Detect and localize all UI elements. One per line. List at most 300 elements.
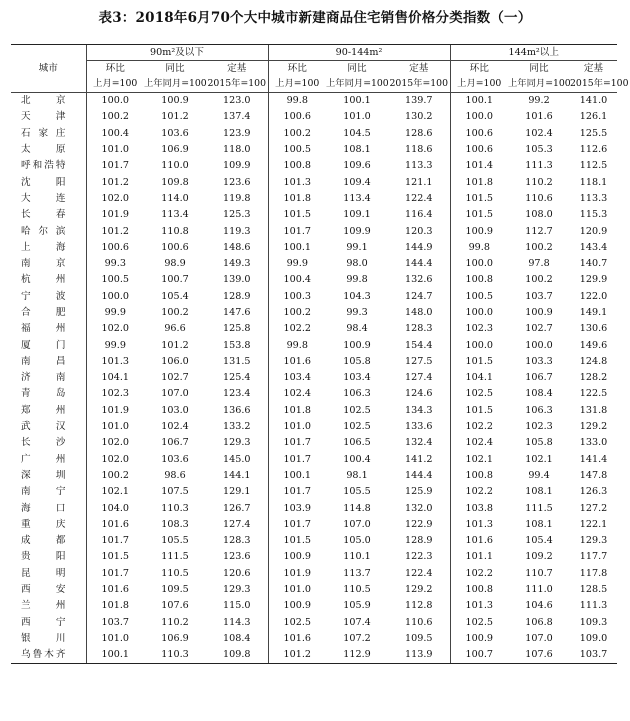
city-name: 北京 [21, 95, 66, 107]
index-value-mom: 100.4 [86, 125, 144, 141]
table-row [11, 353, 617, 369]
index-value-base: 115.3 [579, 209, 608, 221]
table-row [11, 581, 617, 597]
index-value-base: 128.9 [405, 535, 433, 547]
index-value-mom: 102.2 [450, 565, 508, 581]
index-value-yoy: 98.0 [346, 258, 368, 270]
index-value-mom: 100.0 [86, 288, 144, 304]
table-row [11, 598, 617, 614]
index-value-mom: 101.5 [450, 190, 508, 206]
index-value-yoy: 102.7 [525, 323, 553, 335]
index-value-mom: 100.0 [450, 109, 508, 125]
index-value-yoy: 106.7 [161, 437, 189, 449]
city-name: 成都 [21, 535, 66, 547]
index-value-base: 111.3 [579, 600, 608, 612]
group-header-large: 144m²以上 [450, 45, 617, 61]
index-value-yoy: 100.1 [343, 95, 371, 107]
city-name: 哈尔滨 [21, 225, 66, 237]
index-value-base: 125.8 [223, 323, 251, 335]
city-name: 武汉 [21, 421, 66, 433]
index-value-mom: 102.1 [450, 451, 508, 467]
table-row [11, 190, 617, 206]
table-row [11, 288, 617, 304]
city-name: 沈阳 [21, 176, 66, 188]
index-value-base: 122.9 [405, 518, 433, 530]
index-value-yoy: 110.2 [161, 616, 189, 628]
index-value-yoy: 103.3 [525, 355, 553, 367]
index-value-mom: 101.5 [450, 402, 508, 418]
index-value-mom: 101.0 [268, 581, 326, 597]
index-value-yoy: 106.9 [161, 144, 189, 156]
index-value-yoy: 105.4 [525, 535, 553, 547]
table-row [11, 647, 617, 664]
index-value-mom: 101.6 [268, 630, 326, 646]
index-value-mom: 102.5 [450, 614, 508, 630]
index-value-base: 113.3 [579, 192, 608, 204]
index-value-mom: 101.4 [450, 158, 508, 174]
index-value-yoy: 111.5 [525, 502, 553, 514]
index-value-mom: 100.1 [450, 92, 508, 109]
index-value-mom: 101.0 [268, 418, 326, 434]
table-body [11, 92, 617, 663]
index-value-mom: 101.6 [86, 516, 144, 532]
index-value-mom: 103.4 [268, 370, 326, 386]
index-value-mom: 101.0 [86, 141, 144, 157]
table-row [11, 549, 617, 565]
index-value-base: 124.6 [405, 388, 433, 400]
sub-header-yoy: 同比 [347, 63, 367, 74]
index-value-mom: 100.8 [268, 158, 326, 174]
table-row [11, 418, 617, 434]
index-value-base: 129.3 [223, 584, 251, 596]
index-value-base: 122.0 [579, 290, 608, 302]
index-value-base: 108.4 [223, 632, 251, 644]
index-value-yoy: 107.2 [343, 632, 371, 644]
index-value-mom: 100.9 [268, 598, 326, 614]
index-value-yoy: 106.5 [343, 437, 371, 449]
index-value-mom: 103.9 [268, 500, 326, 516]
index-value-mom: 102.4 [268, 386, 326, 402]
index-value-yoy: 110.0 [161, 160, 189, 172]
index-value-yoy: 103.6 [161, 453, 189, 465]
index-value-base: 127.2 [579, 502, 608, 514]
index-value-mom: 100.6 [268, 109, 326, 125]
index-value-base: 123.0 [223, 95, 251, 107]
city-name: 呼和浩特 [21, 160, 66, 172]
index-value-yoy: 100.6 [161, 241, 189, 253]
city-name: 天津 [21, 111, 66, 123]
table-row [11, 272, 617, 288]
index-value-base: 140.7 [579, 258, 608, 270]
group-header-small: 90m²及以下 [86, 45, 268, 61]
index-value-base: 131.8 [579, 404, 608, 416]
index-value-mom: 101.5 [268, 207, 326, 223]
index-value-base: 149.3 [223, 258, 251, 270]
table-row [11, 500, 617, 516]
index-value-yoy: 110.7 [525, 567, 553, 579]
index-value-mom: 101.3 [450, 516, 508, 532]
city-name: 西宁 [21, 616, 66, 628]
index-value-yoy: 114.8 [343, 502, 371, 514]
sub-header-mom: 环比 [450, 61, 508, 77]
index-value-yoy: 100.9 [343, 339, 371, 351]
index-value-mom: 101.9 [86, 402, 144, 418]
city-name: 银川 [21, 632, 66, 644]
index-value-mom: 102.0 [86, 190, 144, 206]
index-value-yoy: 108.1 [525, 486, 553, 498]
index-value-mom: 103.7 [86, 614, 144, 630]
index-value-base: 129.3 [579, 535, 608, 547]
index-value-base: 128.9 [223, 290, 251, 302]
city-name: 南京 [21, 258, 66, 270]
index-value-base: 109.0 [579, 632, 608, 644]
index-value-base: 147.8 [579, 469, 608, 481]
index-value-base: 122.4 [405, 567, 433, 579]
index-value-yoy: 99.2 [528, 95, 550, 107]
city-name: 福州 [21, 323, 66, 335]
sub-header-yoy: 同比 [165, 63, 185, 74]
index-value-base: 130.2 [405, 111, 433, 123]
index-value-mom: 101.8 [268, 402, 326, 418]
index-value-yoy: 101.2 [161, 339, 189, 351]
index-value-base: 129.1 [223, 486, 251, 498]
index-value-yoy: 109.2 [525, 551, 553, 563]
index-value-base: 149.1 [579, 307, 608, 318]
index-value-yoy: 109.8 [161, 176, 189, 188]
index-value-mom: 101.5 [268, 533, 326, 549]
unit-header-base: 2015年=100 [206, 76, 268, 92]
index-value-yoy: 97.8 [528, 258, 550, 270]
index-value-base: 120.3 [405, 225, 433, 237]
index-value-yoy: 101.2 [161, 111, 189, 123]
table-row [11, 158, 617, 174]
index-value-mom: 101.9 [268, 565, 326, 581]
index-value-base: 110.6 [405, 616, 433, 628]
index-value-base: 124.7 [405, 290, 433, 302]
index-value-yoy: 112.9 [326, 647, 388, 664]
city-name: 厦门 [21, 339, 66, 351]
table-row [11, 304, 617, 320]
index-value-base: 125.5 [579, 127, 608, 139]
sub-header-base: 定基 [583, 63, 604, 74]
table-row [11, 516, 617, 532]
index-value-base: 144.4 [405, 258, 433, 270]
index-value-base: 112.8 [405, 600, 433, 612]
index-value-base: 119.3 [223, 225, 251, 237]
table-row [11, 386, 617, 402]
index-value-base: 129.3 [223, 437, 251, 449]
index-value-yoy: 113.4 [343, 192, 371, 204]
index-value-mom: 100.8 [450, 467, 508, 483]
index-value-base: 125.3 [223, 209, 251, 221]
index-value-mom: 100.6 [450, 141, 508, 157]
index-value-base: 128.3 [405, 323, 433, 335]
index-value-yoy: 105.5 [161, 535, 189, 547]
index-value-mom: 102.0 [86, 451, 144, 467]
index-value-yoy: 100.2 [525, 274, 553, 286]
index-value-mom: 101.7 [268, 435, 326, 451]
index-value-yoy: 105.0 [343, 535, 371, 547]
index-value-base: 141.0 [579, 95, 608, 107]
index-value-yoy: 110.8 [161, 225, 189, 237]
table-title: 表3：2018年6月70个大中城市新建商品住宅销售价格分类指数（一） [98, 10, 532, 26]
index-value-mom: 100.1 [86, 647, 144, 664]
index-value-mom: 101.8 [268, 190, 326, 206]
index-value-yoy: 106.3 [525, 404, 553, 416]
index-value-mom: 100.1 [268, 239, 326, 255]
index-value-base: 118.1 [579, 176, 608, 188]
index-value-base: 125.9 [405, 486, 433, 498]
table-row [11, 207, 617, 223]
index-value-mom: 100.4 [268, 272, 326, 288]
index-value-mom: 104.1 [86, 370, 144, 386]
index-value-yoy: 102.7 [161, 372, 189, 384]
table-row [11, 174, 617, 190]
sub-header-mom: 环比 [268, 61, 326, 77]
index-value-yoy: 107.6 [161, 600, 189, 612]
index-value-yoy: 102.4 [161, 421, 189, 433]
city-name: 深圳 [21, 469, 66, 481]
table-row [11, 337, 617, 353]
index-value-base: 137.4 [223, 111, 251, 123]
index-value-base: 125.4 [223, 372, 251, 384]
index-value-yoy: 109.5 [161, 584, 189, 596]
index-value-yoy: 98.6 [164, 469, 186, 481]
sub-header-base: 定基 [409, 63, 429, 74]
index-value-base: 144.9 [405, 241, 433, 253]
index-value-yoy: 110.3 [161, 502, 189, 514]
table-row [11, 321, 617, 337]
index-value-yoy: 110.5 [161, 567, 189, 579]
index-value-yoy: 100.2 [161, 307, 189, 318]
index-value-mom: 102.0 [86, 321, 144, 337]
index-value-base: 122.3 [405, 551, 433, 563]
index-value-base: 112.5 [579, 160, 608, 172]
index-value-base: 123.6 [223, 551, 251, 563]
index-value-base: 129.9 [579, 274, 608, 286]
index-value-yoy: 110.5 [343, 584, 371, 596]
index-value-yoy: 98.1 [346, 469, 368, 481]
index-value-mom: 100.2 [268, 304, 326, 320]
index-value-base: 120.9 [579, 225, 608, 237]
index-value-yoy: 105.4 [161, 290, 189, 302]
index-value-mom: 100.2 [268, 125, 326, 141]
index-value-yoy: 110.1 [343, 551, 371, 563]
index-value-mom: 100.9 [268, 549, 326, 565]
index-value-mom: 101.2 [268, 647, 326, 664]
index-value-mom: 100.7 [450, 647, 508, 664]
index-value-base: 149.6 [579, 339, 608, 351]
index-value-base: 117.8 [579, 567, 608, 579]
index-value-mom: 99.8 [450, 239, 508, 255]
index-value-base: 126.7 [223, 502, 251, 514]
index-value-yoy: 113.4 [161, 209, 189, 221]
index-value-yoy: 103.0 [161, 404, 189, 416]
index-value-yoy: 105.5 [343, 486, 371, 498]
unit-header-yoy: 上年同月=100 [326, 76, 388, 92]
index-value-yoy: 99.1 [346, 241, 368, 253]
index-value-mom: 100.2 [86, 467, 144, 483]
index-value-mom: 101.7 [86, 565, 144, 581]
index-value-yoy: 98.4 [346, 323, 368, 335]
unit-header-yoy: 上年同月=100 [144, 76, 206, 92]
index-value-mom: 99.9 [86, 304, 144, 320]
index-value-yoy: 107.0 [343, 518, 371, 530]
index-value-yoy: 100.9 [161, 95, 189, 107]
index-value-base: 113.3 [405, 160, 433, 172]
index-value-yoy: 102.3 [525, 421, 553, 433]
city-name: 宁波 [21, 290, 66, 302]
index-value-mom: 101.6 [450, 533, 508, 549]
index-value-base: 134.3 [405, 404, 433, 416]
index-value-yoy: 110.6 [525, 192, 553, 204]
city-name: 南昌 [21, 355, 66, 367]
index-value-base: 109.8 [206, 647, 268, 664]
index-value-mom: 101.7 [86, 533, 144, 549]
index-value-base: 124.8 [579, 355, 608, 367]
index-value-base: 127.5 [405, 355, 433, 367]
city-name: 兰州 [21, 600, 66, 612]
index-value-yoy: 102.5 [343, 421, 371, 433]
index-value-mom: 102.3 [86, 386, 144, 402]
index-value-base: 118.6 [405, 144, 433, 156]
index-value-base: 127.4 [405, 372, 433, 384]
city-name: 太原 [21, 144, 66, 156]
index-value-yoy: 109.6 [343, 160, 371, 172]
city-name: 合肥 [21, 307, 66, 318]
index-value-yoy: 108.4 [525, 388, 553, 400]
index-value-base: 131.5 [223, 355, 251, 367]
index-value-yoy: 105.3 [525, 144, 553, 156]
index-value-yoy: 107.6 [508, 647, 570, 664]
index-value-base: 119.8 [223, 192, 251, 204]
index-value-yoy: 100.9 [525, 307, 553, 318]
index-value-mom: 101.5 [450, 207, 508, 223]
index-value-base: 112.6 [579, 144, 608, 156]
unit-header-base: 2015年=100 [570, 76, 617, 92]
index-value-yoy: 108.1 [525, 518, 553, 530]
index-value-mom: 99.8 [268, 337, 326, 353]
index-value-mom: 101.3 [450, 598, 508, 614]
city-name: 石家庄 [21, 127, 66, 139]
table-row [11, 92, 617, 109]
price-index-table [11, 44, 629, 664]
index-value-yoy: 105.9 [343, 600, 371, 612]
index-value-yoy: 109.1 [343, 209, 371, 221]
index-value-mom: 102.5 [268, 614, 326, 630]
index-value-mom: 104.0 [86, 500, 144, 516]
index-value-mom: 101.8 [450, 174, 508, 190]
index-value-yoy: 102.5 [343, 404, 371, 416]
index-value-mom: 101.7 [268, 223, 326, 239]
index-value-mom: 100.6 [86, 239, 144, 255]
index-value-mom: 100.0 [450, 255, 508, 271]
index-value-base: 128.2 [579, 372, 608, 384]
index-value-yoy: 100.7 [161, 274, 189, 286]
index-value-base: 143.4 [579, 241, 608, 253]
index-value-mom: 103.8 [450, 500, 508, 516]
index-value-yoy: 104.5 [343, 127, 371, 139]
index-value-mom: 102.4 [450, 435, 508, 451]
index-value-base: 141.4 [579, 453, 608, 465]
city-name: 西安 [21, 584, 66, 596]
index-value-base: 128.5 [579, 584, 608, 596]
index-value-base: 130.6 [579, 323, 608, 335]
index-value-mom: 101.5 [86, 549, 144, 565]
index-value-yoy: 108.0 [525, 209, 553, 221]
index-value-base: 123.9 [223, 127, 251, 139]
index-value-mom: 100.2 [86, 109, 144, 125]
index-value-mom: 101.7 [268, 451, 326, 467]
sub-header-mom: 环比 [86, 61, 144, 77]
index-value-mom: 101.9 [86, 207, 144, 223]
index-value-base: 113.9 [388, 647, 450, 664]
index-value-mom: 101.8 [86, 598, 144, 614]
table-row [11, 141, 617, 157]
index-value-mom: 100.0 [86, 92, 144, 109]
index-value-yoy: 111.3 [525, 160, 553, 172]
city-name: 海口 [21, 502, 66, 514]
city-name: 长沙 [21, 437, 66, 449]
index-value-mom: 101.6 [268, 353, 326, 369]
index-value-yoy: 106.0 [161, 355, 189, 367]
index-value-base: 136.6 [223, 404, 251, 416]
table-row [11, 255, 617, 271]
index-value-mom: 102.3 [450, 321, 508, 337]
index-value-yoy: 110.3 [144, 647, 206, 664]
table-row [11, 109, 617, 125]
table-row [11, 239, 617, 255]
index-value-mom: 101.0 [86, 418, 144, 434]
index-value-base: 122.5 [579, 388, 608, 400]
index-value-mom: 101.0 [86, 630, 144, 646]
index-value-mom: 100.9 [450, 223, 508, 239]
index-value-yoy: 111.0 [525, 584, 553, 596]
table-row [11, 467, 617, 483]
index-value-yoy: 105.8 [525, 437, 553, 449]
index-value-yoy: 106.8 [525, 616, 553, 628]
city-name: 长春 [21, 209, 66, 221]
index-value-base: 139.0 [223, 274, 251, 286]
index-value-base: 114.3 [223, 616, 251, 628]
index-value-base: 128.3 [223, 535, 251, 547]
city-header: 城市 [11, 45, 86, 93]
index-value-yoy: 107.0 [525, 632, 553, 644]
city-name: 大连 [21, 192, 66, 204]
index-value-yoy: 103.7 [525, 290, 553, 302]
index-value-yoy: 108.3 [161, 518, 189, 530]
index-value-base: 145.0 [223, 453, 251, 465]
index-value-mom: 101.5 [450, 353, 508, 369]
index-value-base: 129.2 [579, 421, 608, 433]
index-value-yoy: 99.8 [346, 274, 368, 286]
index-value-yoy: 108.1 [343, 144, 371, 156]
city-name: 南宁 [21, 486, 66, 498]
index-value-yoy: 109.9 [343, 225, 371, 237]
index-value-mom: 100.3 [268, 288, 326, 304]
city-name: 上海 [21, 241, 66, 253]
table-row [11, 402, 617, 418]
table-row [11, 630, 617, 646]
unit-header-yoy: 上年同月=100 [508, 76, 570, 92]
index-value-yoy: 106.7 [525, 372, 553, 384]
index-value-mom: 100.1 [268, 467, 326, 483]
index-value-mom: 102.0 [86, 435, 144, 451]
index-value-base: 122.4 [405, 192, 433, 204]
index-value-base: 129.2 [405, 584, 433, 596]
index-value-mom: 101.2 [86, 174, 144, 190]
table-row [11, 451, 617, 467]
